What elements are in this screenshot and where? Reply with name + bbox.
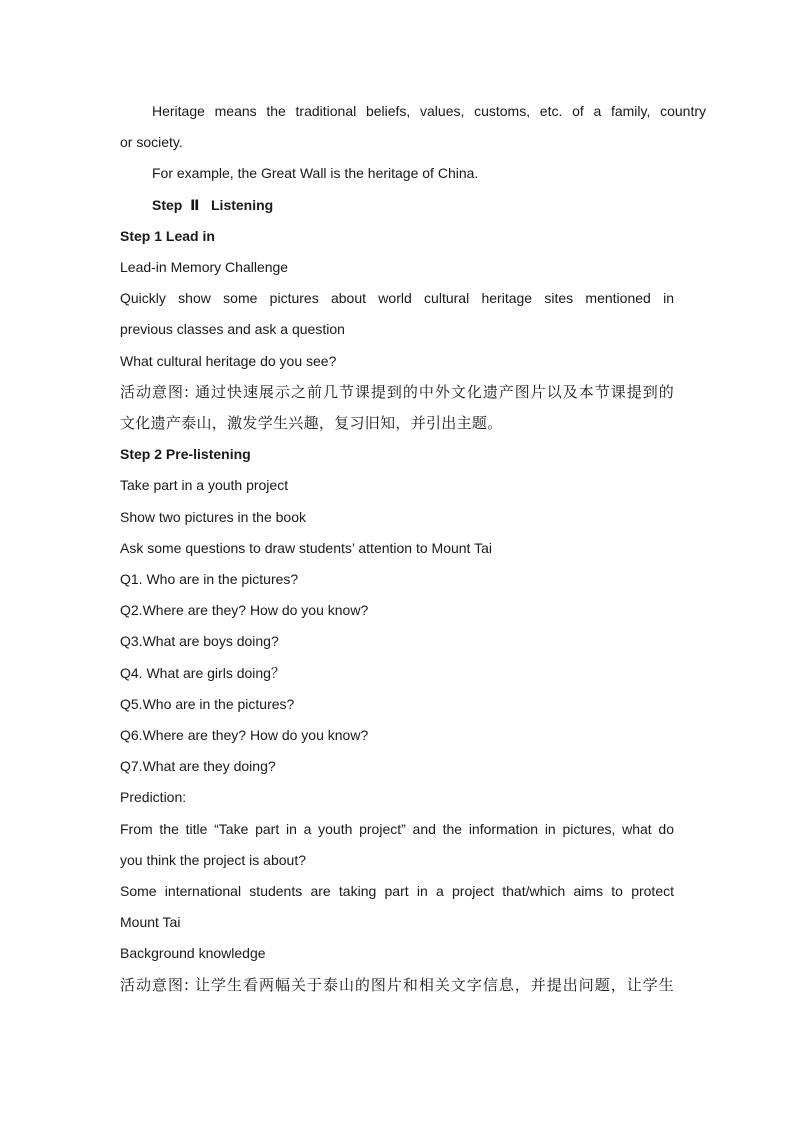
question-2: Q2.Where are they? How do you know? [120,602,369,618]
activity-intent-1-line1: 活动意图: 通过快速展示之前几节课提到的中外文化遗产图片以及本节课提到的 [120,383,674,401]
heritage-definition-line1: Heritage means the traditional beliefs, values, customs, etc. of a family, country [152,103,706,119]
lead-in-instruction-line2: previous classes and ask a question [120,321,345,337]
pre-listening-ask: Ask some questions to draw students’ attention to Mount Tai [120,540,492,556]
question-7: Q7.What are they doing? [120,758,276,774]
lead-in-question: What cultural heritage do you see? [120,353,337,369]
pre-listening-instruction: Show two pictures in the book [120,509,306,525]
prediction-prompt-line1: From the title “Take part in a youth project” and the information in pictures, what do [120,821,674,837]
activity-intent-1-line2: 文化遗产泰山，激发学生兴趣，复习旧知，并引出主题。 [120,414,503,432]
question-4: Q4. What are girls doing？ [120,665,285,681]
lead-in-instruction-line1: Quickly show some pictures about world cultural heritage sites mentioned in [120,290,674,306]
step2-heading: Step 2 Pre-listening [120,446,251,462]
pre-listening-title: Take part in a youth project [120,477,289,493]
step-ii-heading: Step Ⅱ Listening [152,197,274,213]
question-5: Q5.Who are in the pictures? [120,696,295,712]
heritage-definition-line2: or society. [120,134,183,150]
prediction-answer-line1: Some international students are taking part in a project that/which aims to protect [120,883,674,899]
question-3: Q3.What are boys doing? [120,633,279,649]
question-1: Q1. Who are in the pictures? [120,571,299,587]
prediction-answer-line2: Mount Tai [120,914,181,930]
prediction-prompt-line2: you think the project is about? [120,852,307,868]
activity-intent-2-line1: 活动意图: 让学生看两幅关于泰山的图片和相关文字信息，并提出问题，让学生 [120,976,674,994]
heritage-example: For example, the Great Wall is the heritage of China. [152,165,479,181]
question-6: Q6.Where are they? How do you know? [120,727,369,743]
lead-in-title: Lead-in Memory Challenge [120,259,289,275]
prediction-label: Prediction: [120,789,187,805]
background-knowledge-label: Background knowledge [120,945,266,961]
step1-heading: Step 1 Lead in [120,228,215,244]
